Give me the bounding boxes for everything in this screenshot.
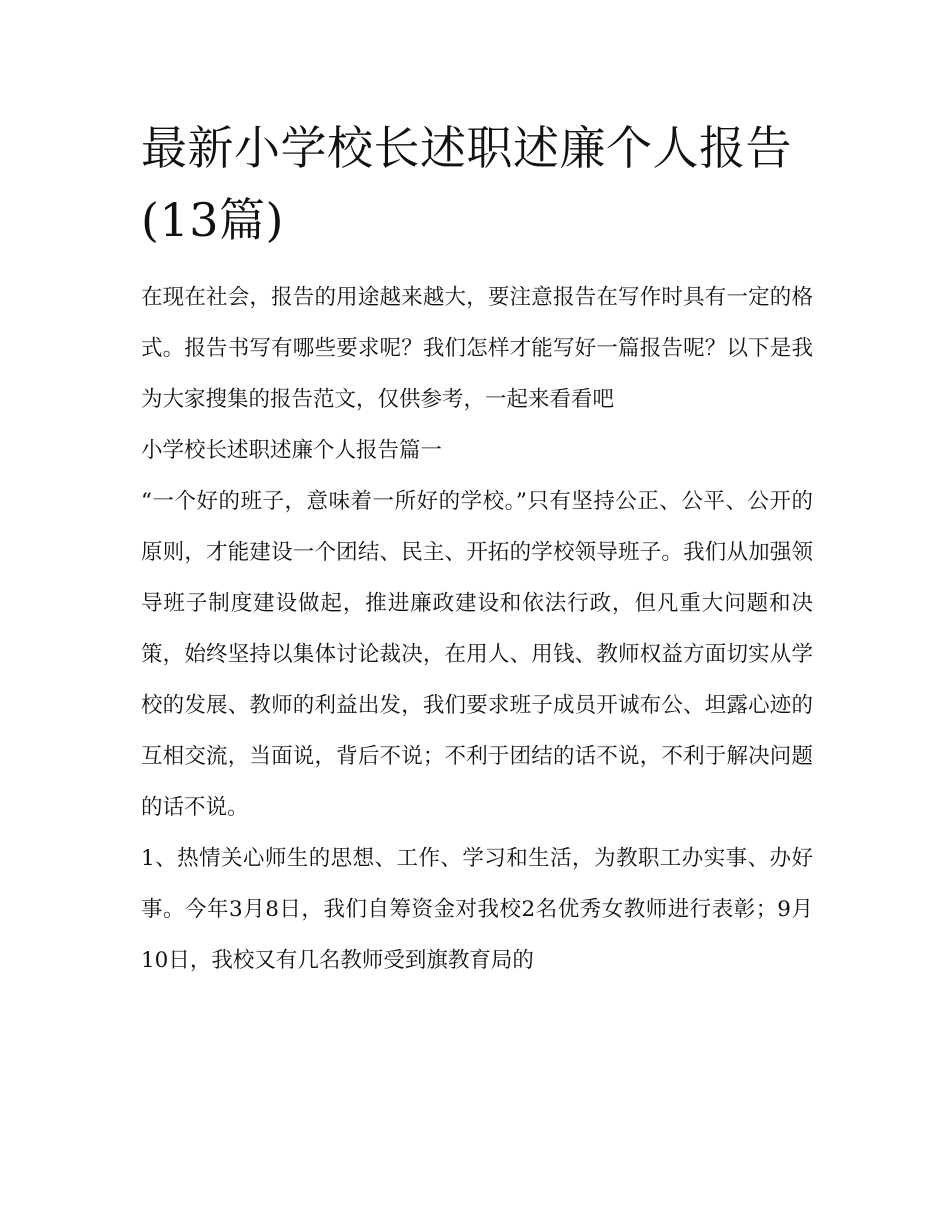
body-paragraph-1: “一个好的班子，意味着一所好的学校。”只有坚持公正、公平、公开的原则，才能建设一个团结、民主、开拓的学校领导班子。我们从加强领导班子制度建设做起，推进廉政建设和依法行政，但凡重大问题和决策，始终坚持以集体讨论裁决，在用人、用钱、教师权益方面切实从学校的发展、教师的利益出发，我们要求班子成员开诚布公、坦露心迹的互相交流，当面说，背后不说；不利于团结的话不说，不利于解决问题的话不说。 — [141, 489, 813, 820]
document-content — [141, 112, 813, 986]
document-title: 最新小学校长述职述廉个人报告(13篇) — [141, 121, 792, 247]
body-paragraph-2: 1、热情关心师生的思想、工作、学习和生活，为教职工办实事、办好事。今年3月8日，我们自筹资金对我校2名优秀女教师进行表彰；9月10日，我校又有几名教师受到旗教育局的 — [141, 846, 813, 973]
intro-paragraph: 在现在社会，报告的用途越来越大，要注意报告在写作时具有一定的格式。报告书写有哪些要求呢？我们怎样才能写好一篇报告呢？以下是我为大家搜集的报告范文，仅供参考，一起来看看吧 — [141, 285, 813, 412]
section-heading: 小学校长述职述廉个人报告篇一 — [141, 438, 443, 463]
